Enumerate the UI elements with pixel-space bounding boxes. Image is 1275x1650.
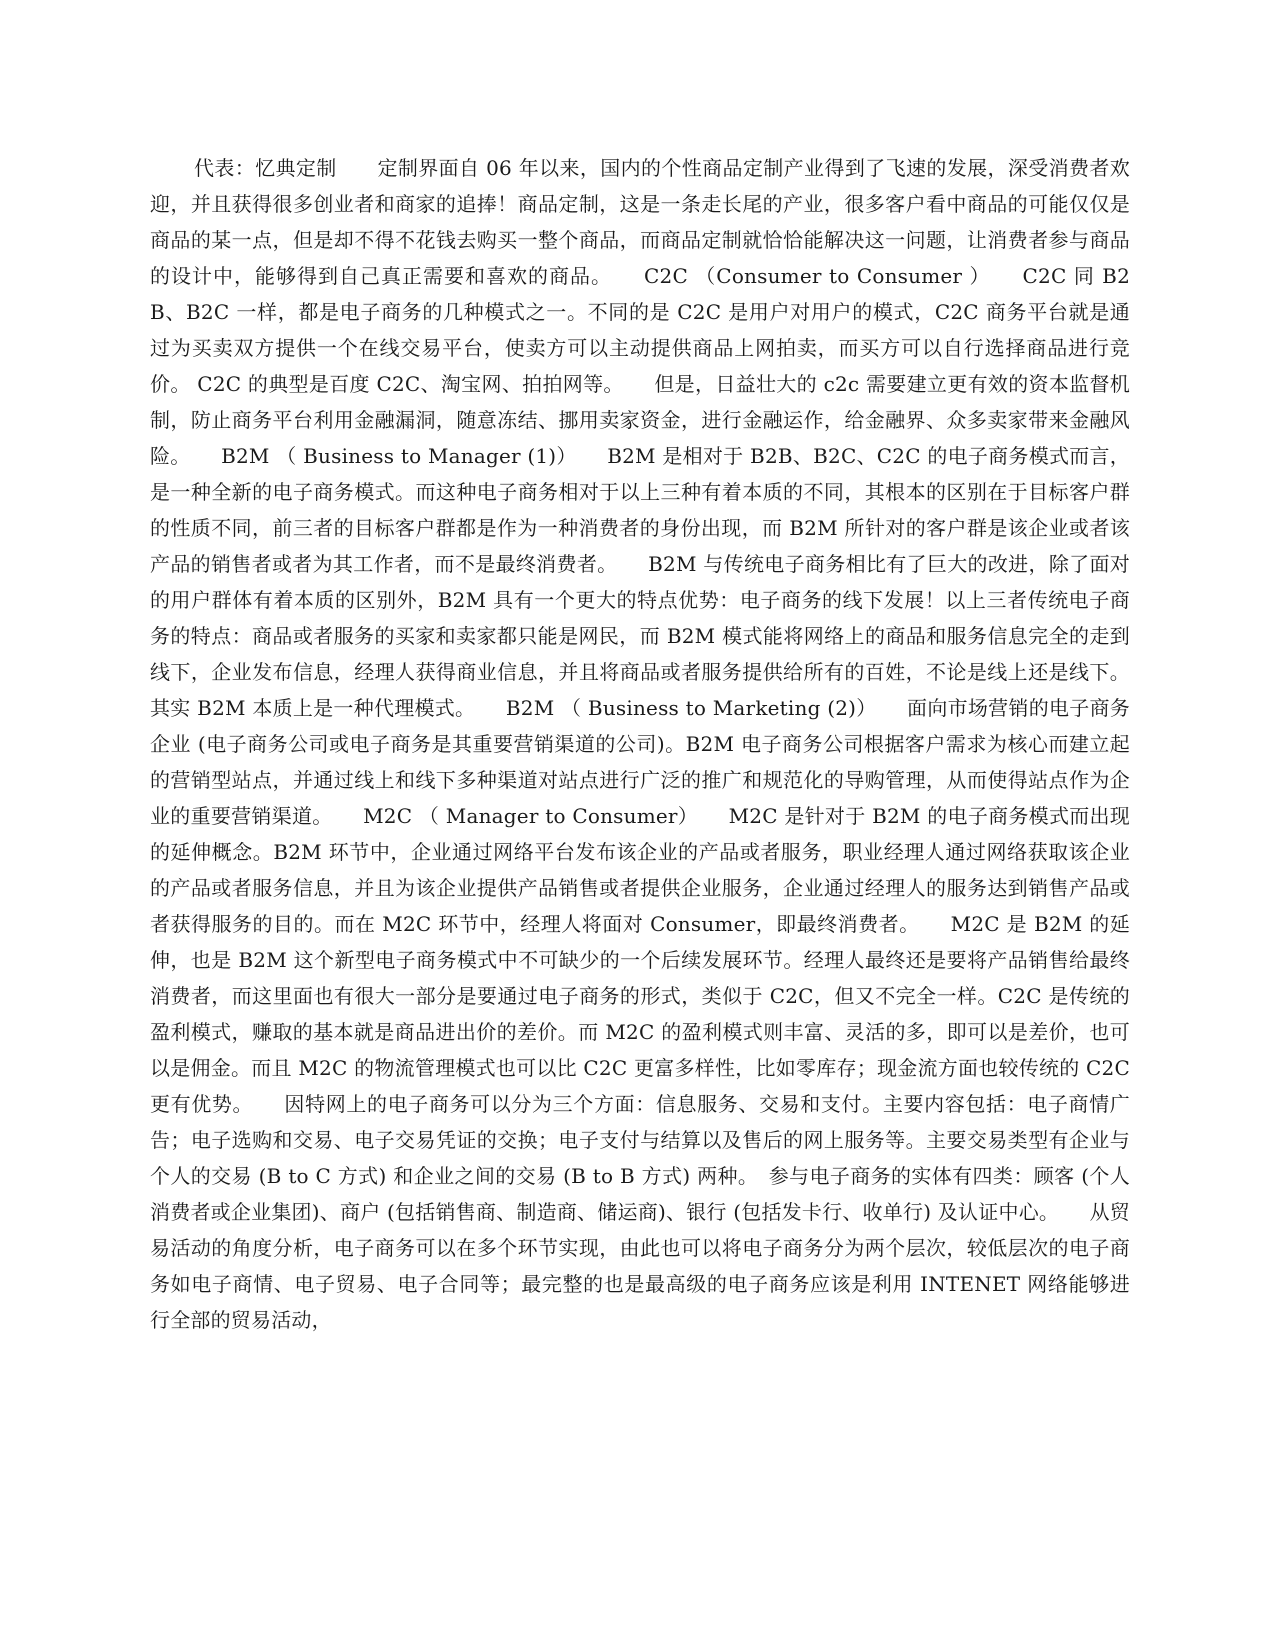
body-paragraph: 代表：忆典定制 定制界面自 06 年以来，国内的个性商品定制产业得到了飞速的发展，深受消费者欢迎，并且获得很多创业者和商家的追捧！商品定制，这是一条走长尾的产业，很多客户看中商品的可能仅仅是商品的某一点，但是却不得不花钱去购买一整个商品，而商品定制就恰恰能解决这一问题，让消费者参与商品的设计中，能够得到自己真正需要和喜欢的商品。 C2C （Consumer to Consumer ） C2C 同 B2B、B2C 一样，都是电子商务的几种模式之一。不同的是 C2C 是用户对用户的模式，C2C 商务平台就是通过为买卖双方提供一个在线交易平台，使卖方可以主动提供商品上网拍卖，而买方可以自行选择商品进行竞价。 C2C 的典型是百度 C2C、淘宝网、拍拍网等。 但是，日益壮大的 c2c 需要建立更有效的资本监督机制，防止商务平台利用金融漏洞，随意冻结、挪用卖家资金，进行金融运作，给金融界、众多卖家带来金融风险。 B2M （ Business to Manager (1)） B2M 是相对于 B2B、B2C、C2C 的电子商务模式而言，是一种全新的电子商务模式。而这种电子商务相对于以上三种有着本质的不同，其根本的区别在于目标客户群的性质不同，前三者的目标客户群都是作为一种消费者的身份出现，而 B2M 所针对的客户群是该企业或者该产品的销售者或者为其工作者，而不是最终消费者。 B2M 与传统电子商务相比有了巨大的改进，除了面对的用户群体有着本质的区别外，B2M 具有一个更大的特点优势：电子商务的线下发展！以上三者传统电子商务的特点：商品或者服务的买家和卖家都只能是网民，而 B2M 模式能将网络上的商品和服务信息完全的走到线下，企业发布信息，经理人获得商业信息，并且将商品或者服务提供给所有的百姓，不论是线上还是线下。其实 B2M 本质上是一种代理模式。 B2M （ Business to Marketing (2)） 面向市场营销的电子商务企业 (电子商务公司或电子商务是其重要营销渠道的公司)。B2M 电子商务公司根据客户需求为核心而建立起的营销型站点，并通过线上和线下多种渠道对站点进行广泛的推广和规范化的导购管理，从而使得站点作为企业的重要营销渠道。 M2C （ Manager to Consumer） M2C 是针对于 B2M 的电子商务模式而出现的延伸概念。B2M 环节中，企业通过网络平台发布该企业的产品或者服务，职业经理人通过网络获取该企业的产品或者服务信息，并且为该企业提供产品销售或者提供企业服务，企业通过经理人的服务达到销售产品或者获得服务的目的。而在 M2C 环节中，经理人将面对 Consumer，即最终消费者。 M2C 是 B2M 的延伸，也是 B2M 这个新型电子商务模式中不可缺少的一个后续发展环节。经理人最终还是要将产品销售给最终消费者，而这里面也有很大一部分是要通过电子商务的形式，类似于 C2C，但又不完全一样。C2C 是传统的盈利模式，赚取的基本就是商品进出价的差价。而 M2C 的盈利模式则丰富、灵活的多，即可以是差价，也可以是佣金。而且 M2C 的物流管理模式也可以比 C2C 更富多样性，比如零库存；现金流方面也较传统的 C2C 更有优势。 因特网上的电子商务可以分为三个方面：信息服务、交易和支付。主要内容包括：电子商情广告；电子选购和交易、电子交易凭证的交换；电子支付与结算以及售后的网上服务等。主要交易类型有企业与个人的交易 (B to C 方式) 和企业之间的交易 (B to B 方式) 两种。 参与电子商务的实体有四类：顾客 (个人消费者或企业集团)、商户 (包括销售商、制造商、储运商)、银行 (包括发卡行、收单行) 及认证中心。 从贸易活动的角度分析，电子商务可以在多个环节实现，由此也可以将电子商务分为两个层次，较低层次的电子商务如电子商情、电子贸易、电子合同等；最完整的也是最高级的电子商务应该是利用 INTENET 网络能够进行全部的贸易活动， (150, 156, 1130, 1332)
body-text (150, 150, 1130, 1338)
